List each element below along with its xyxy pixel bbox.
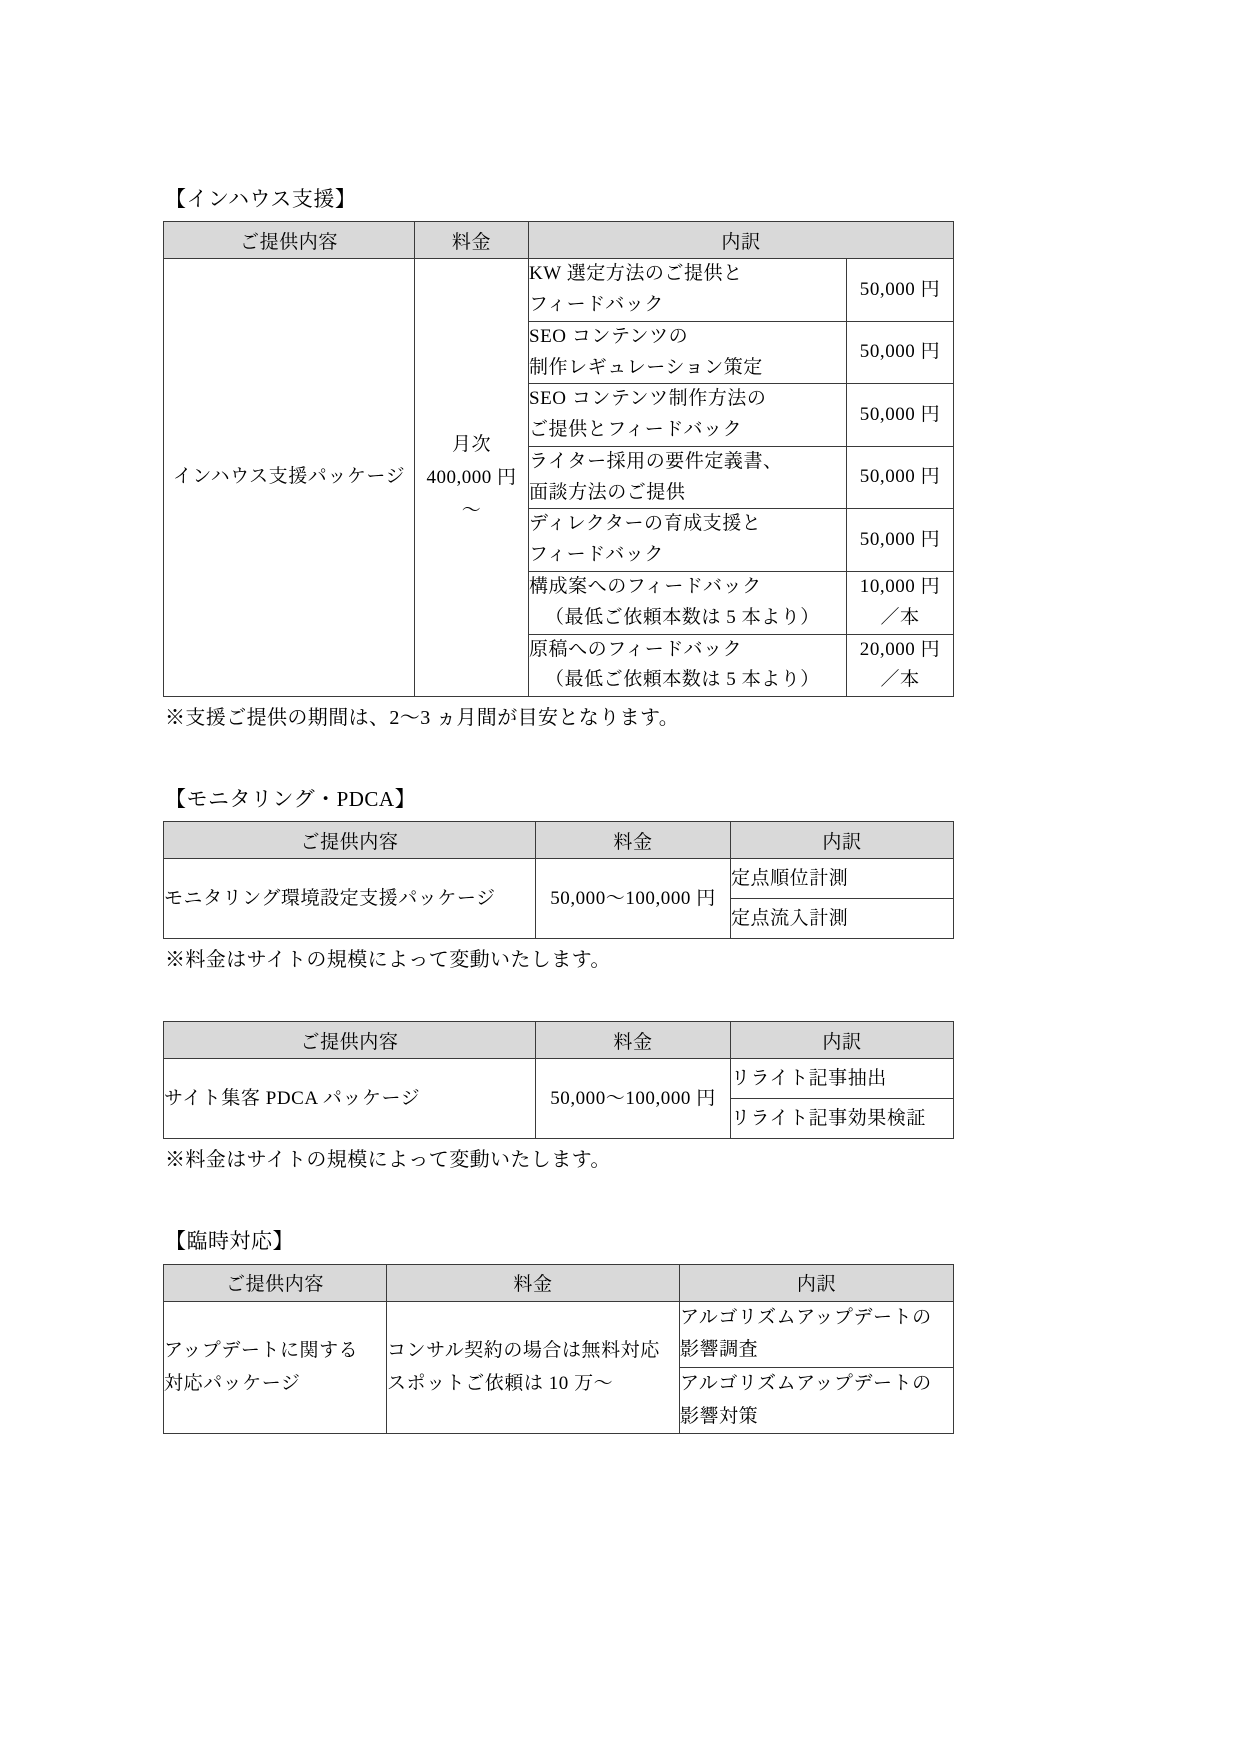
table-header-row	[164, 222, 954, 259]
amount-unit: ／本	[880, 606, 920, 628]
section-heading-rinji: 【臨時対応】	[165, 1229, 294, 1254]
cell-detail	[529, 446, 847, 509]
cell-detail	[680, 1301, 954, 1367]
service-name-line: 対応パッケージ	[164, 1372, 301, 1394]
cell-service-name: サイト集客 PDCA パッケージ	[164, 1059, 536, 1139]
cell-price: 50,000～100,000 円	[536, 1059, 731, 1139]
table-row	[164, 259, 954, 322]
detail-line: ご提供とフィードバック	[529, 419, 743, 441]
detail-line: SEO コンテンツの	[529, 325, 689, 347]
spacer	[163, 733, 1081, 785]
column-header-service: ご提供内容	[164, 1022, 536, 1059]
column-header-price: 料金	[415, 222, 529, 259]
detail-line: フィードバック	[529, 294, 664, 316]
amount-line: 10,000 円	[859, 576, 941, 597]
detail-line: 原稿へのフィードバック	[529, 638, 743, 660]
table-header-row	[164, 822, 954, 859]
detail-line: ライター採用の要件定義書、	[529, 450, 783, 472]
table-header-row	[164, 1264, 954, 1301]
spacer	[163, 1175, 1081, 1227]
table-monitoring	[163, 821, 954, 939]
cell-amount	[847, 634, 954, 697]
cell-amount	[847, 321, 954, 384]
price-line: スポットご依頼は 10 万～	[387, 1372, 614, 1394]
table-row	[164, 1059, 954, 1099]
column-header-breakdown: 内訳	[529, 222, 954, 259]
cell-service-name: インハウス支援パッケージ	[164, 259, 415, 697]
amount-line: 50,000 円	[859, 403, 941, 425]
column-header-price: 料金	[536, 822, 731, 859]
cell-amount	[847, 572, 954, 635]
cell-service-name	[164, 1301, 387, 1434]
table-rinji	[163, 1264, 954, 1435]
note-monitoring: ※料金はサイトの規模によって変動いたします。	[165, 949, 611, 972]
table-pdca	[163, 1021, 954, 1139]
column-header-service: ご提供内容	[164, 822, 536, 859]
detail-line: 制作レギュレーション策定	[529, 356, 763, 378]
cell-detail: 定点順位計測	[731, 859, 954, 899]
cell-detail	[529, 384, 847, 447]
cell-amount	[847, 446, 954, 509]
cell-price	[387, 1301, 680, 1434]
column-header-breakdown: 内訳	[680, 1264, 954, 1301]
cell-detail	[680, 1368, 954, 1434]
price-line-amount: 400,000 円	[426, 467, 517, 489]
cell-detail: リライト記事効果検証	[731, 1099, 954, 1139]
detail-line: KW 選定方法のご提供と	[529, 263, 743, 285]
detail-line: ディレクターの育成支援と	[529, 513, 762, 535]
cell-amount	[847, 259, 954, 322]
column-header-service: ご提供内容	[164, 1264, 387, 1301]
column-header-service: ご提供内容	[164, 222, 415, 259]
detail-line: 影響対策	[680, 1405, 759, 1427]
detail-line-note: （最低ご依頼本数は 5 本より）	[545, 606, 820, 628]
section-rinji	[163, 1227, 1081, 1434]
column-header-breakdown: 内訳	[731, 1022, 954, 1059]
detail-line: フィードバック	[529, 544, 664, 566]
cell-price: 50,000～100,000 円	[536, 859, 731, 939]
note-inhouse: ※支援ご提供の期間は、2～3 ヵ月間が目安となります。	[165, 707, 680, 730]
cell-detail: 定点流入計測	[731, 899, 954, 939]
section-pdca	[163, 1021, 1081, 1175]
cell-detail	[529, 509, 847, 572]
spacer	[163, 975, 1081, 1021]
column-header-price: 料金	[387, 1264, 680, 1301]
cell-service-name: モニタリング環境設定支援パッケージ	[164, 859, 536, 939]
section-heading-monitoring: 【モニタリング・PDCA】	[165, 787, 417, 812]
amount-unit: ／本	[880, 669, 920, 691]
column-header-breakdown: 内訳	[731, 822, 954, 859]
cell-price	[415, 259, 529, 697]
price-line-term: 月次	[451, 433, 491, 455]
section-heading-inhouse: 【インハウス支援】	[165, 187, 357, 211]
cell-amount	[847, 509, 954, 572]
note-pdca: ※料金はサイトの規模によって変動いたします。	[165, 1149, 611, 1172]
detail-line: 影響調査	[680, 1339, 759, 1361]
cell-amount	[847, 384, 954, 447]
detail-line: SEO コンテンツ制作方法の	[529, 388, 767, 410]
cell-detail	[529, 572, 847, 635]
amount-line: 50,000 円	[859, 528, 941, 550]
table-inhouse	[163, 221, 954, 697]
amount-line: 50,000 円	[859, 341, 941, 363]
detail-line: 面談方法のご提供	[529, 481, 686, 503]
amount-line: 50,000 円	[859, 466, 941, 488]
table-row	[164, 859, 954, 899]
price-line: コンサル契約の場合は無料対応	[387, 1339, 660, 1361]
price-line-tilde: ～	[461, 500, 482, 522]
cell-detail	[529, 321, 847, 384]
cell-detail	[529, 634, 847, 697]
table-header-row	[164, 1022, 954, 1059]
service-name-line: アップデートに関する	[164, 1339, 359, 1361]
column-header-price: 料金	[536, 1022, 731, 1059]
section-inhouse	[163, 185, 1081, 733]
detail-line: アルゴリズムアップデートの	[680, 1306, 932, 1328]
section-monitoring	[163, 785, 1081, 975]
cell-detail: リライト記事抽出	[731, 1059, 954, 1099]
cell-detail	[529, 259, 847, 322]
table-row	[164, 1301, 954, 1367]
detail-line: アルゴリズムアップデートの	[680, 1373, 932, 1395]
amount-line: 50,000 円	[859, 278, 941, 300]
detail-line: 構成案へのフィードバック	[529, 576, 762, 597]
detail-line-note: （最低ご依頼本数は 5 本より）	[545, 669, 820, 691]
amount-line: 20,000 円	[859, 638, 941, 660]
